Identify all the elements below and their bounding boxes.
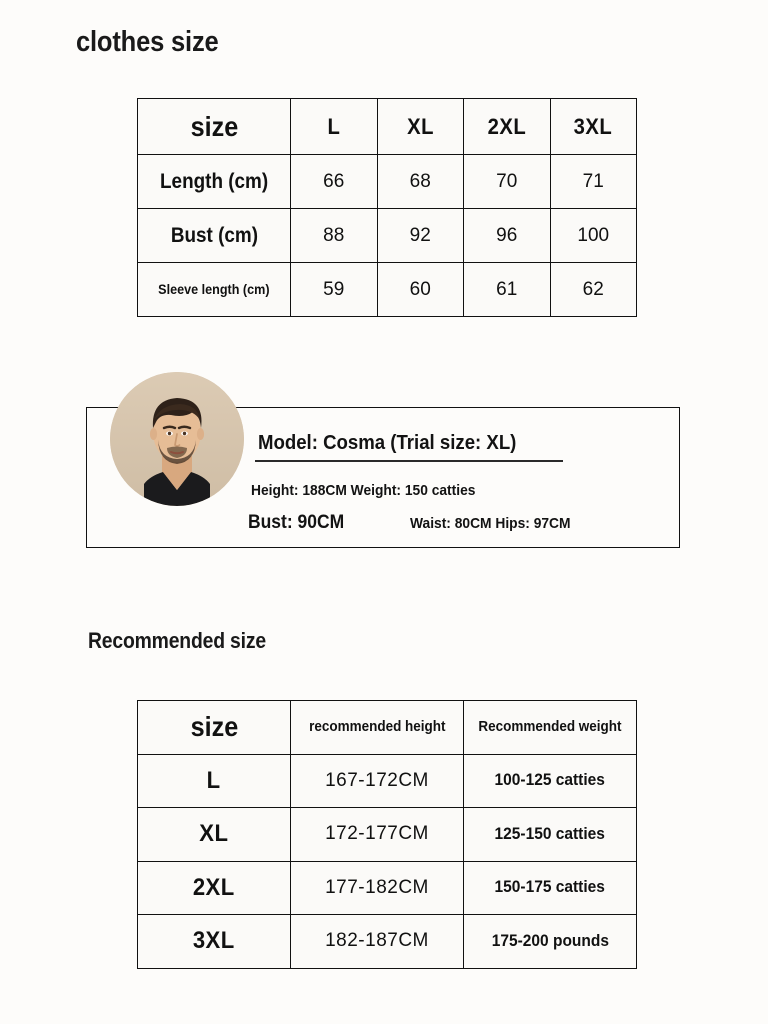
cell-height-xl — [291, 808, 464, 862]
table-row-3xl — [138, 915, 637, 969]
cell-value: 100 — [577, 224, 610, 246]
cell-weight-3xl — [464, 915, 637, 969]
height-value: 172-177CM — [325, 823, 429, 845]
cell-weight-xl — [464, 808, 637, 862]
size-value: L — [207, 766, 221, 794]
header-cell-l — [291, 99, 378, 155]
weight-value: 150-175 catties — [494, 878, 606, 897]
model-avatar-photo — [110, 372, 244, 506]
cell-length-2xl — [464, 155, 551, 209]
row-label-length — [138, 155, 291, 209]
row-label-text: Length (cm) — [159, 169, 269, 193]
row-label-sleeve-length — [138, 263, 291, 317]
table-row-sleeve-length — [138, 263, 637, 317]
cell-value: 88 — [323, 224, 345, 246]
cell-value: 96 — [496, 224, 518, 246]
cell-size-3xl — [138, 915, 291, 969]
header-cell-2xl — [464, 99, 551, 155]
row-label-text: Sleeve length (cm) — [158, 280, 270, 297]
cell-bust-2xl — [464, 209, 551, 263]
cell-size-l — [138, 754, 291, 808]
size-value: 3XL — [193, 927, 235, 955]
cell-height-2xl — [291, 861, 464, 915]
table-row-2xl — [138, 861, 637, 915]
weight-value: 125-150 catties — [494, 824, 606, 843]
cell-bust-3xl — [550, 209, 637, 263]
page-title-clothes-size: clothes size — [76, 26, 219, 58]
table-row-header — [138, 99, 637, 155]
cell-length-3xl — [550, 155, 637, 209]
header-size-3xl: 3XL — [573, 113, 613, 139]
model-height-weight-label: Height: 188CM Weight: 150 catties — [251, 482, 476, 499]
header-recommended-weight-label: Recommended weight — [478, 719, 622, 736]
cell-sleeve-3xl — [550, 263, 637, 317]
cell-sleeve-2xl — [464, 263, 551, 317]
recommended-size-table — [137, 700, 637, 969]
cell-bust-xl — [377, 209, 464, 263]
cell-sleeve-l — [291, 263, 378, 317]
cell-value: 60 — [409, 278, 431, 300]
header-recommended-height-label: recommended height — [308, 719, 446, 736]
cell-value: 71 — [582, 170, 604, 192]
cell-value: 61 — [496, 278, 518, 300]
header-size-label: size — [190, 110, 238, 142]
header-size-xl: XL — [406, 113, 434, 139]
header-cell-3xl — [550, 99, 637, 155]
table-row-header — [138, 701, 637, 755]
cell-sleeve-xl — [377, 263, 464, 317]
cell-weight-2xl — [464, 861, 637, 915]
table-row-length — [138, 155, 637, 209]
cell-length-xl — [377, 155, 464, 209]
table-row-l — [138, 754, 637, 808]
height-value: 182-187CM — [325, 930, 429, 952]
cell-value: 62 — [582, 278, 604, 300]
cell-length-l — [291, 155, 378, 209]
row-label-text: Bust (cm) — [170, 223, 258, 247]
cell-height-l — [291, 754, 464, 808]
header-cell-xl — [377, 99, 464, 155]
header-size-label: size — [190, 711, 238, 743]
model-bust-label: Bust: 90CM — [248, 512, 345, 533]
cell-height-3xl — [291, 915, 464, 969]
weight-value: 100-125 catties — [494, 771, 606, 790]
header-cell-size — [138, 701, 291, 755]
cell-value: 66 — [323, 170, 345, 192]
header-cell-recommended-weight — [464, 701, 637, 755]
table-row-bust — [138, 209, 637, 263]
header-size-l: L — [327, 113, 341, 139]
cell-value: 70 — [496, 170, 518, 192]
size-value: 2XL — [193, 873, 235, 901]
header-cell-recommended-height — [291, 701, 464, 755]
cell-size-2xl — [138, 861, 291, 915]
cell-value: 59 — [323, 278, 345, 300]
cell-size-xl — [138, 808, 291, 862]
cell-value: 92 — [409, 224, 431, 246]
table-row-xl — [138, 808, 637, 862]
height-value: 177-182CM — [325, 876, 429, 898]
height-value: 167-172CM — [325, 769, 429, 791]
header-cell-size — [138, 99, 291, 155]
cell-bust-l — [291, 209, 378, 263]
size-value: XL — [199, 820, 229, 848]
model-name-underline — [255, 460, 563, 462]
model-name-label: Model: Cosma (Trial size: XL) — [258, 432, 517, 454]
row-label-bust — [138, 209, 291, 263]
cell-value: 68 — [409, 170, 431, 192]
weight-value: 175-200 pounds — [491, 931, 609, 950]
header-size-2xl: 2XL — [487, 113, 526, 139]
cell-weight-l — [464, 754, 637, 808]
clothes-size-table — [137, 98, 637, 317]
model-waist-hips-label: Waist: 80CM Hips: 97CM — [410, 515, 571, 532]
section-title-recommended-size: Recommended size — [88, 628, 266, 653]
